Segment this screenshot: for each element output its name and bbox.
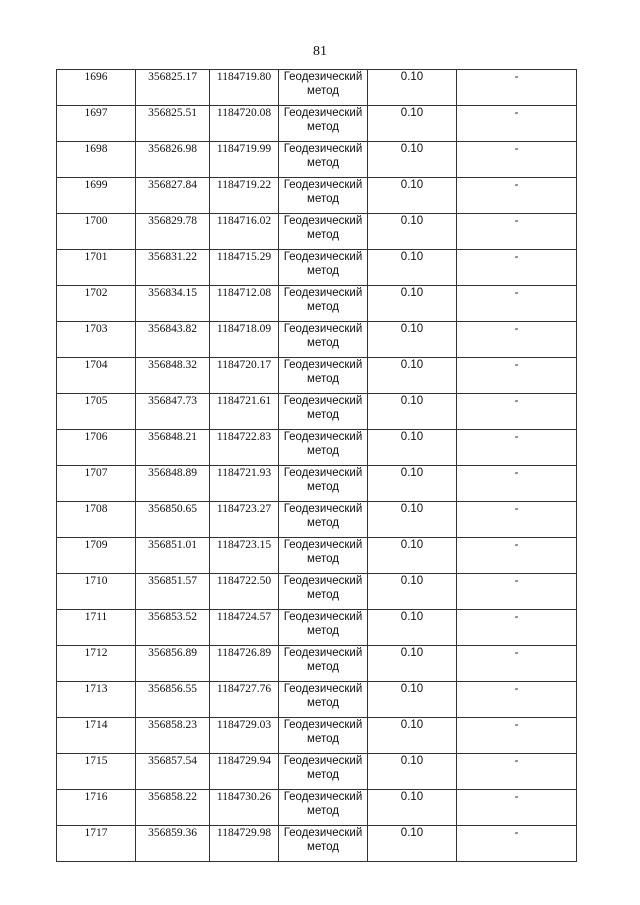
method-cell: Геодезический метод [279,646,368,682]
method-cell: Геодезический метод [279,250,368,286]
y-coordinate-cell: 1184718.09 [210,322,279,358]
accuracy-cell: 0.10 [368,502,457,538]
y-coordinate-cell: 1184719.80 [210,70,279,106]
y-coordinate-cell: 1184724.57 [210,610,279,646]
x-coordinate-cell: 356851.01 [136,538,210,574]
accuracy-cell: 0.10 [368,754,457,790]
method-cell: Геодезический метод [279,538,368,574]
method-cell: Геодезический метод [279,106,368,142]
table-row [57,466,577,502]
method-cell: Геодезический метод [279,430,368,466]
accuracy-cell: 0.10 [368,718,457,754]
method-cell: Геодезический метод [279,466,368,502]
table-row [57,682,577,718]
point-number-cell: 1713 [57,682,136,718]
y-coordinate-cell: 1184719.22 [210,178,279,214]
method-cell: Геодезический метод [279,214,368,250]
x-coordinate-cell: 356856.89 [136,646,210,682]
y-coordinate-cell: 1184729.98 [210,826,279,862]
method-cell: Геодезический метод [279,394,368,430]
description-cell: - [457,466,577,502]
accuracy-cell: 0.10 [368,358,457,394]
point-number-cell: 1717 [57,826,136,862]
accuracy-cell: 0.10 [368,574,457,610]
table-row [57,358,577,394]
point-number-cell: 1698 [57,142,136,178]
accuracy-cell: 0.10 [368,70,457,106]
method-cell: Геодезический метод [279,322,368,358]
coordinates-table [56,69,577,862]
description-cell: - [457,286,577,322]
page-number: 81 [313,44,327,59]
point-number-cell: 1701 [57,250,136,286]
accuracy-cell: 0.10 [368,142,457,178]
description-cell: - [457,250,577,286]
table-row [57,574,577,610]
accuracy-cell: 0.10 [368,682,457,718]
table-row [57,106,577,142]
method-cell: Геодезический метод [279,718,368,754]
description-cell: - [457,682,577,718]
accuracy-cell: 0.10 [368,646,457,682]
x-coordinate-cell: 356843.82 [136,322,210,358]
table-row [57,142,577,178]
x-coordinate-cell: 356829.78 [136,214,210,250]
y-coordinate-cell: 1184723.27 [210,502,279,538]
x-coordinate-cell: 356847.73 [136,394,210,430]
method-cell: Геодезический метод [279,574,368,610]
y-coordinate-cell: 1184721.61 [210,394,279,430]
y-coordinate-cell: 1184722.83 [210,430,279,466]
y-coordinate-cell: 1184729.94 [210,754,279,790]
y-coordinate-cell: 1184716.02 [210,214,279,250]
accuracy-cell: 0.10 [368,286,457,322]
x-coordinate-cell: 356848.32 [136,358,210,394]
method-cell: Геодезический метод [279,790,368,826]
description-cell: - [457,538,577,574]
description-cell: - [457,394,577,430]
x-coordinate-cell: 356859.36 [136,826,210,862]
x-coordinate-cell: 356850.65 [136,502,210,538]
point-number-cell: 1714 [57,718,136,754]
x-coordinate-cell: 356856.55 [136,682,210,718]
method-cell: Геодезический метод [279,178,368,214]
x-coordinate-cell: 356857.54 [136,754,210,790]
x-coordinate-cell: 356834.15 [136,286,210,322]
point-number-cell: 1708 [57,502,136,538]
table-row [57,430,577,466]
x-coordinate-cell: 356831.22 [136,250,210,286]
description-cell: - [457,178,577,214]
accuracy-cell: 0.10 [368,214,457,250]
table-row [57,286,577,322]
x-coordinate-cell: 356848.89 [136,466,210,502]
table-row [57,646,577,682]
x-coordinate-cell: 356827.84 [136,178,210,214]
description-cell: - [457,610,577,646]
table-row [57,178,577,214]
table-row [57,754,577,790]
table-row [57,790,577,826]
point-number-cell: 1705 [57,394,136,430]
table-row [57,70,577,106]
table-row [57,250,577,286]
table-row [57,538,577,574]
y-coordinate-cell: 1184723.15 [210,538,279,574]
method-cell: Геодезический метод [279,358,368,394]
accuracy-cell: 0.10 [368,394,457,430]
x-coordinate-cell: 356858.23 [136,718,210,754]
x-coordinate-cell: 356848.21 [136,430,210,466]
description-cell: - [457,718,577,754]
accuracy-cell: 0.10 [368,466,457,502]
accuracy-cell: 0.10 [368,106,457,142]
method-cell: Геодезический метод [279,70,368,106]
method-cell: Геодезический метод [279,610,368,646]
point-number-cell: 1716 [57,790,136,826]
table-row [57,394,577,430]
accuracy-cell: 0.10 [368,178,457,214]
y-coordinate-cell: 1184726.89 [210,646,279,682]
table-row [57,610,577,646]
description-cell: - [457,430,577,466]
table-row [57,718,577,754]
accuracy-cell: 0.10 [368,610,457,646]
description-cell: - [457,646,577,682]
table-row [57,322,577,358]
table-row [57,826,577,862]
description-cell: - [457,574,577,610]
y-coordinate-cell: 1184712.08 [210,286,279,322]
point-number-cell: 1696 [57,70,136,106]
x-coordinate-cell: 356825.51 [136,106,210,142]
point-number-cell: 1702 [57,286,136,322]
y-coordinate-cell: 1184715.29 [210,250,279,286]
accuracy-cell: 0.10 [368,322,457,358]
description-cell: - [457,214,577,250]
point-number-cell: 1710 [57,574,136,610]
x-coordinate-cell: 356858.22 [136,790,210,826]
accuracy-cell: 0.10 [368,538,457,574]
y-coordinate-cell: 1184729.03 [210,718,279,754]
y-coordinate-cell: 1184727.76 [210,682,279,718]
point-number-cell: 1709 [57,538,136,574]
point-number-cell: 1704 [57,358,136,394]
point-number-cell: 1697 [57,106,136,142]
x-coordinate-cell: 356826.98 [136,142,210,178]
description-cell: - [457,754,577,790]
point-number-cell: 1700 [57,214,136,250]
point-number-cell: 1715 [57,754,136,790]
description-cell: - [457,70,577,106]
y-coordinate-cell: 1184719.99 [210,142,279,178]
method-cell: Геодезический метод [279,826,368,862]
point-number-cell: 1703 [57,322,136,358]
x-coordinate-cell: 356825.17 [136,70,210,106]
table-row [57,502,577,538]
y-coordinate-cell: 1184721.93 [210,466,279,502]
point-number-cell: 1712 [57,646,136,682]
description-cell: - [457,358,577,394]
point-number-cell: 1711 [57,610,136,646]
method-cell: Геодезический метод [279,682,368,718]
accuracy-cell: 0.10 [368,790,457,826]
table-row [57,214,577,250]
accuracy-cell: 0.10 [368,826,457,862]
y-coordinate-cell: 1184722.50 [210,574,279,610]
point-number-cell: 1707 [57,466,136,502]
method-cell: Геодезический метод [279,286,368,322]
point-number-cell: 1706 [57,430,136,466]
method-cell: Геодезический метод [279,502,368,538]
x-coordinate-cell: 356853.52 [136,610,210,646]
y-coordinate-cell: 1184720.17 [210,358,279,394]
accuracy-cell: 0.10 [368,250,457,286]
method-cell: Геодезический метод [279,142,368,178]
coordinates-table-body [57,70,577,862]
method-cell: Геодезический метод [279,754,368,790]
description-cell: - [457,502,577,538]
y-coordinate-cell: 1184730.26 [210,790,279,826]
description-cell: - [457,142,577,178]
x-coordinate-cell: 356851.57 [136,574,210,610]
point-number-cell: 1699 [57,178,136,214]
description-cell: - [457,106,577,142]
description-cell: - [457,322,577,358]
description-cell: - [457,790,577,826]
description-cell: - [457,826,577,862]
y-coordinate-cell: 1184720.08 [210,106,279,142]
accuracy-cell: 0.10 [368,430,457,466]
